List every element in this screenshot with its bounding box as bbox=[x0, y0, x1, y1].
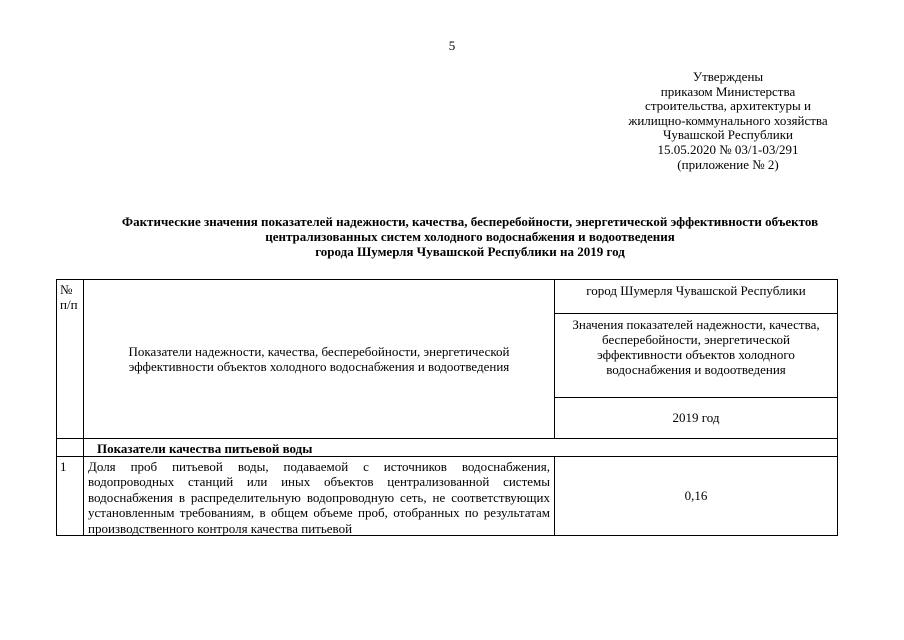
title-line: централизованных систем холодного водоснабжения и водоотведения bbox=[265, 229, 675, 244]
document-title bbox=[40, 214, 900, 259]
approval-line: 15.05.2020 № 03/1-03/291 bbox=[657, 141, 799, 157]
indicators-table bbox=[56, 279, 838, 536]
approval-line: приказом Министерства bbox=[660, 83, 796, 99]
approval-block bbox=[610, 70, 846, 172]
header-indicators-cell: Показатели надежности, качества, бесперебойности, энергетической эффективности объектов холодного водоснабжения и водоотведения bbox=[84, 280, 555, 439]
approval-line: жилищно-коммунального хозяйства bbox=[628, 112, 828, 128]
header-values-cell: Значения показателей надежности, качества, бесперебойности, энергетической эффективности объектов холодного водоснабжения и водоотведения bbox=[555, 314, 838, 398]
row-number: 1 bbox=[57, 457, 84, 536]
approval-line: (приложение № 2) bbox=[677, 156, 779, 172]
approval-line: Утверждены bbox=[692, 69, 764, 84]
table-row bbox=[57, 457, 838, 536]
approval-line: Чувашской Республики bbox=[662, 127, 794, 143]
header-number-cell: № п/п bbox=[57, 280, 84, 439]
section-row bbox=[57, 439, 838, 457]
title-line: города Шумерля Чувашской Республики на 2019 год bbox=[315, 244, 625, 259]
header-city-cell: город Шумерля Чувашской Республики bbox=[555, 280, 838, 314]
title-line: Фактические значения показателей надежности, качества, бесперебойности, энергетической эффективности объектов bbox=[121, 214, 819, 229]
row-indicator-cell bbox=[84, 457, 555, 536]
row-value: 0,16 bbox=[555, 457, 838, 536]
page-number: 5 bbox=[448, 38, 456, 53]
header-year-cell: 2019 год bbox=[555, 398, 838, 439]
approval-line: строительства, архитектуры и bbox=[645, 98, 811, 114]
row-indicator-text: Доля проб питьевой воды, подаваемой с источников водоснабжения, водопроводных станций или иных объектов централизованной системы водоснабжения в распределительную водопроводную сеть, не соответствующих установленным требованиям, в общем объеме проб, отобранных по результатам производственного контроля качества питьевой bbox=[88, 459, 550, 535]
section-title: Показатели качества питьевой воды bbox=[84, 439, 838, 457]
section-number-cell bbox=[57, 439, 84, 457]
